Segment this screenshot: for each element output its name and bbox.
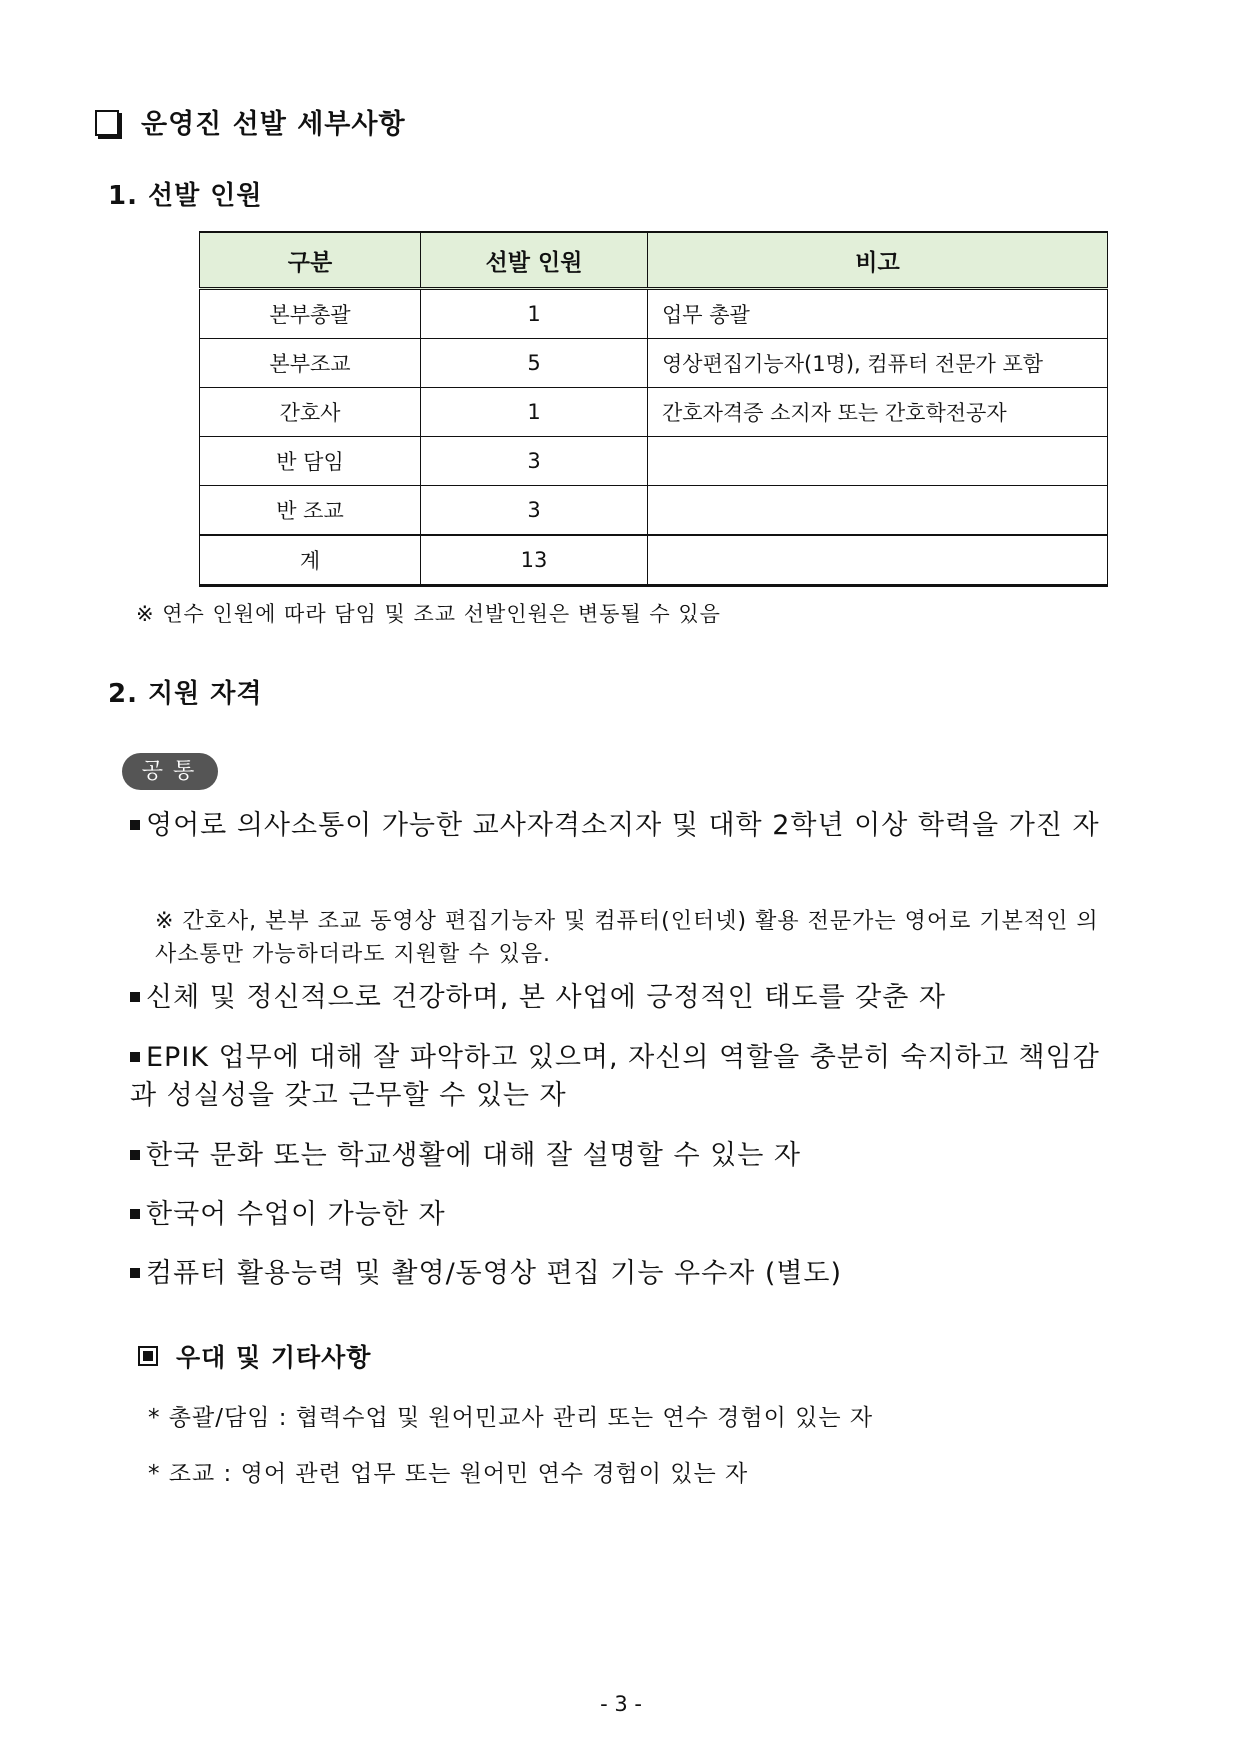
section-heading-selection: 1. 선발 인원 [108, 181, 263, 211]
table-total-row [200, 535, 1108, 586]
table-header-row [200, 232, 1108, 289]
bullet-item [130, 1137, 1115, 1175]
preference-item: * 조교 : 영어 관련 업무 또는 원어민 연수 경험이 있는 자 [148, 1461, 749, 1487]
table-row [200, 486, 1108, 536]
table-cell: 업무 총괄 [648, 289, 1108, 339]
table-cell: 계 [200, 535, 421, 586]
table-cell: 본부총괄 [200, 289, 421, 339]
bullet-text: EPIK 업무에 대해 잘 파악하고 있으며, 자신의 역할을 충분히 숙지하고 책임감과 성실성을 갖고 근무할 수 있는 자 [130, 1042, 1100, 1111]
boxed-square-icon [138, 1346, 158, 1366]
square-bullet-icon [130, 1150, 140, 1160]
square-bullet-icon [130, 992, 140, 1002]
sub-note: ※ 간호사, 본부 조교 동영상 편집기능자 및 컴퓨터(인터넷) 활용 전문가는 영어로 기본적인 의사소통만 가능하더라도 지원할 수 있음. [155, 909, 1099, 967]
checkbox-icon [95, 110, 119, 136]
table-cell: 본부조교 [200, 339, 421, 388]
bullet-item [130, 1039, 1115, 1115]
table-cell: 1 [421, 289, 648, 339]
table-cell: 3 [421, 486, 648, 536]
table-header: 비고 [648, 232, 1108, 289]
table-header: 구분 [200, 232, 421, 289]
table-row [200, 339, 1108, 388]
bullet-text: 컴퓨터 활용능력 및 촬영/동영상 편집 기능 우수자 (별도) [146, 1258, 843, 1289]
table-cell: 13 [421, 535, 648, 586]
bullet-item [130, 807, 1115, 845]
bullet-text: 한국 문화 또는 학교생활에 대해 잘 설명할 수 있는 자 [146, 1140, 801, 1171]
table-cell: 간호자격증 소지자 또는 간호학전공자 [648, 388, 1108, 437]
bullet-item [130, 979, 1115, 1017]
table-row [200, 289, 1108, 339]
table-cell: 반 담임 [200, 437, 421, 486]
table-cell [648, 486, 1108, 536]
table-header: 선발 인원 [421, 232, 648, 289]
table-cell: 5 [421, 339, 648, 388]
table-cell: 간호사 [200, 388, 421, 437]
bullet-item [130, 1196, 1115, 1234]
table-cell [648, 437, 1108, 486]
square-bullet-icon [130, 820, 140, 830]
table-cell: 1 [421, 388, 648, 437]
table-cell [648, 535, 1108, 586]
table-cell: 3 [421, 437, 648, 486]
square-bullet-icon [130, 1052, 140, 1062]
bullet-text: 신체 및 정신적으로 건강하며, 본 사업에 긍정적인 태도를 갖춘 자 [146, 982, 946, 1013]
preference-item: * 총괄/담임 : 협력수업 및 원어민교사 관리 또는 연수 경험이 있는 자 [148, 1405, 874, 1431]
bullet-text: 영어로 의사소통이 가능한 교사자격소지자 및 대학 2학년 이상 학력을 가진 자 [146, 810, 1100, 841]
bullet-item [130, 1255, 1115, 1293]
common-badge: 공통 [122, 753, 218, 790]
table-cell: 반 조교 [200, 486, 421, 536]
page-title [95, 102, 406, 141]
section-heading-qualification: 2. 지원 자격 [108, 679, 263, 709]
bullet-text: 한국어 수업이 가능한 자 [146, 1199, 446, 1230]
table-row [200, 388, 1108, 437]
preference-heading-text: 우대 및 기타사항 [176, 1343, 372, 1372]
square-bullet-icon [130, 1268, 140, 1278]
page-number: - 3 - [600, 1692, 642, 1716]
table-cell: 영상편집기능자(1명), 컴퓨터 전문가 포함 [648, 339, 1108, 388]
table-row [200, 437, 1108, 486]
preference-heading [138, 1338, 371, 1374]
selection-table [199, 231, 1108, 587]
table-note: ※ 연수 인원에 따라 담임 및 조교 선발인원은 변동될 수 있음 [136, 602, 721, 626]
square-bullet-icon [130, 1209, 140, 1219]
page-title-text: 운영진 선발 세부사항 [141, 109, 406, 140]
